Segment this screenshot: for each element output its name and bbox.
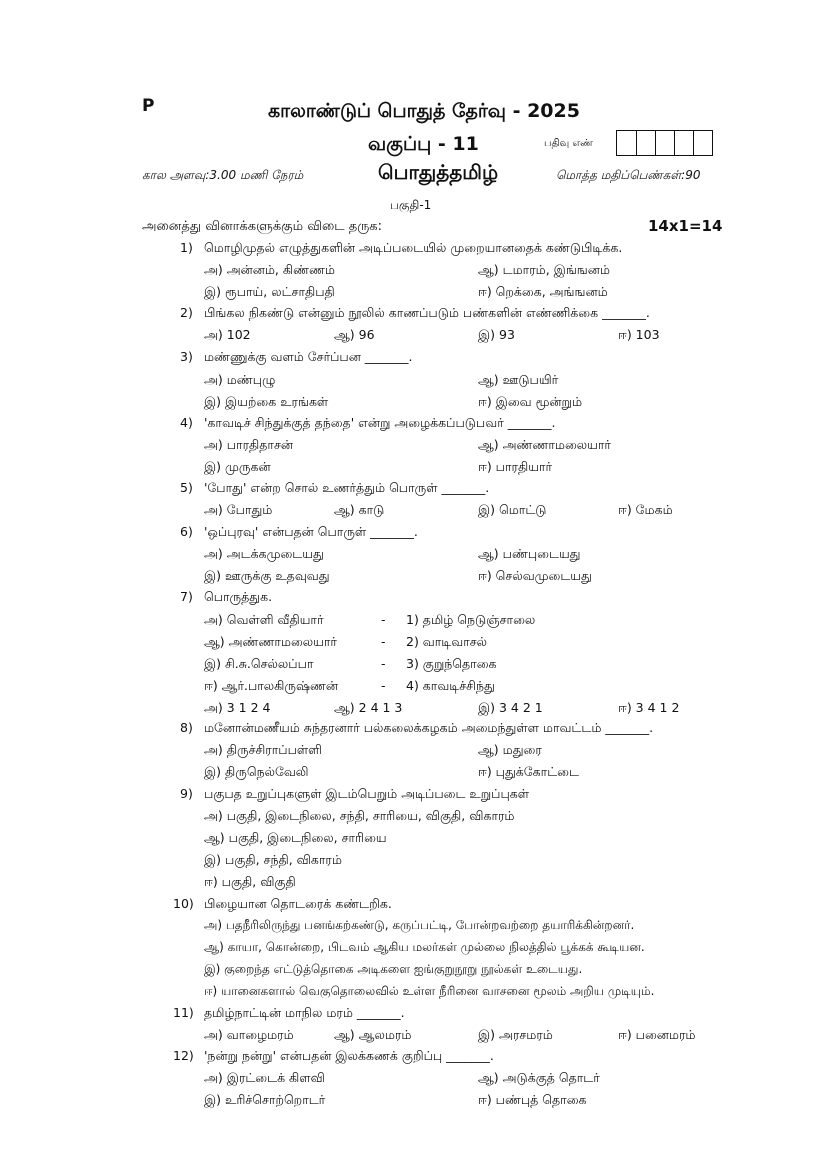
option: அ) 102 xyxy=(204,327,251,342)
option: அ) பாரதிதாசன் xyxy=(204,437,293,452)
question-number: 7) xyxy=(180,589,193,604)
question-text: மொழிமுதல் எழுத்துகளின் அடிப்படையில் முறையானதைக் கண்டுபிடிக்க. xyxy=(204,240,623,255)
question-text: தமிழ்நாட்டின் மாநில மரம் _______. xyxy=(204,1005,405,1020)
option: அ) அன்னம், கிண்ணம் xyxy=(204,262,335,277)
option: அ) பதநீரிலிருந்து பனங்கற்கண்டு, கருப்பட்டி, போன்றவற்றை தயாரிக்கின்றனர். xyxy=(204,918,635,932)
exam-title: காலாண்டுப் பொதுத் தேர்வு - 2025 xyxy=(268,100,580,122)
option: இ) திருநெல்வேலி xyxy=(204,764,309,779)
match-left-item: ஈ) ஆர்.பாலகிருஷ்ணன் xyxy=(204,678,339,693)
option: ஆ) ஆலமரம் xyxy=(334,1027,412,1042)
option: ஈ) யானைகளால் வெகுதொலைவில் உள்ள நீரினை வாசனை மூலம் அறிய முடியும். xyxy=(204,984,655,998)
register-box[interactable] xyxy=(674,131,693,155)
option: ஈ) பண்புத் தொகை xyxy=(478,1092,587,1107)
option: இ) அரசமரம் xyxy=(478,1027,553,1042)
option: ஈ) பகுதி, விகுதி xyxy=(204,874,296,889)
option: ஆ) மதுரை xyxy=(478,742,542,757)
option: அ) போதும் xyxy=(204,502,273,517)
match-dash: - xyxy=(381,656,386,671)
exam-duration: கால அளவு:3.00 மணி நேரம் xyxy=(142,168,304,182)
question-number: 12) xyxy=(173,1048,194,1063)
option: ஈ) இவை மூன்றும் xyxy=(478,394,583,409)
option: ஆ) அடுக்குத் தொடர் xyxy=(478,1070,600,1085)
option: ஈ) றெக்கை, அங்ஙனம் xyxy=(478,284,608,299)
question-number: 3) xyxy=(180,349,193,364)
register-box[interactable] xyxy=(655,131,674,155)
option: ஈ) பனைமரம் xyxy=(618,1027,696,1042)
option: ஈ) பாரதியார் xyxy=(478,459,552,474)
mark-scheme: 14x1=14 xyxy=(648,217,723,235)
option: ஆ) காடு xyxy=(334,502,385,517)
register-box[interactable] xyxy=(636,131,655,155)
option: ஈ) 103 xyxy=(618,327,660,342)
option: ஈ) மேகம் xyxy=(618,502,673,517)
option: இ) உரிச்சொற்றொடர் xyxy=(204,1092,326,1107)
option: ஈ) 3 4 1 2 xyxy=(618,700,680,715)
option: அ) பகுதி, இடைநிலை, சந்தி, சாரியை, விகுதி, விகாரம் xyxy=(204,808,515,823)
match-left-item: ஆ) அண்ணாமலையார் xyxy=(204,634,337,649)
option: இ) மொட்டு xyxy=(478,502,547,517)
question-number: 11) xyxy=(173,1005,194,1020)
question-text: மனோன்மணீயம் சுந்தரனார் பல்கலைக்கழகம் அமைந்துள்ள மாவட்டம் _______. xyxy=(204,720,654,735)
question-text: 'நன்று நன்று' என்பதன் இலக்கணக் குறிப்பு _______. xyxy=(204,1048,494,1063)
instruction: அனைத்து வினாக்களுக்கும் விடை தருக: xyxy=(142,219,382,234)
match-left-item: இ) சி.சு.செல்லப்பா xyxy=(204,656,314,671)
option: அ) இரட்டைக் கிளவி xyxy=(204,1070,325,1085)
option: அ) அடக்கமுடையது xyxy=(204,546,324,561)
question-number: 4) xyxy=(180,415,193,430)
option: ஆ) ஊடுபயிர் xyxy=(478,372,559,387)
match-right-item: 2) வாடிவாசல் xyxy=(406,634,488,649)
match-right-item: 4) காவடிச்சிந்து xyxy=(406,678,495,693)
option: ஆ) 2 4 1 3 xyxy=(334,700,403,715)
option: ஆ) காயா, கொன்றை, பிடவம் ஆகிய மலர்கள் முல்லை நிலத்தில் பூக்கக் கூடியன. xyxy=(204,940,645,954)
match-dash: - xyxy=(381,612,386,627)
match-left-item: அ) வெள்ளி வீதியார் xyxy=(204,612,324,627)
register-number-label: பதிவு எண் xyxy=(544,138,593,149)
match-right-item: 3) குறுந்தொகை xyxy=(406,656,497,671)
question-number: 5) xyxy=(180,480,193,495)
option: இ) 3 4 2 1 xyxy=(478,700,543,715)
total-marks: மொத்த மதிப்பெண்கள்:90 xyxy=(556,168,701,182)
question-text: 'காவடிச் சிந்துக்குத் தந்தை' என்று அழைக்கப்படுபவர் _______. xyxy=(204,415,556,430)
option: இ) இயற்கை உரங்கள் xyxy=(204,394,329,409)
register-box[interactable] xyxy=(693,131,712,155)
register-number-boxes[interactable] xyxy=(616,130,713,156)
subject-title: பொதுத்தமிழ் xyxy=(378,160,499,184)
option: இ) பகுதி, சந்தி, விகாரம் xyxy=(204,852,342,867)
question-text: பொருத்துக. xyxy=(204,589,273,604)
option: இ) 93 xyxy=(478,327,515,342)
option: ஆ) அண்ணாமலையார் xyxy=(478,437,611,452)
question-text: 'போது' என்ற சொல் உணர்த்தும் பொருள் _______. xyxy=(204,480,490,495)
paper-code: P xyxy=(142,96,155,116)
match-dash: - xyxy=(381,634,386,649)
option: அ) வாழைமரம் xyxy=(204,1027,294,1042)
option: ஆ) பண்புடையது xyxy=(478,546,581,561)
option: ஈ) செல்வமுடையது xyxy=(478,568,592,583)
question-number: 6) xyxy=(180,524,193,539)
register-box[interactable] xyxy=(617,131,636,155)
option: அ) 3 1 2 4 xyxy=(204,700,271,715)
match-right-item: 1) தமிழ் நெடுஞ்சாலை xyxy=(406,612,536,627)
match-dash: - xyxy=(381,678,386,693)
option: இ) முருகன் xyxy=(204,459,271,474)
option: அ) மண்புழு xyxy=(204,372,276,387)
question-text: பிங்கல நிகண்டு என்னும் நூலில் காணப்படும் பண்களின் எண்ணிக்கை _______. xyxy=(204,305,650,320)
class-label: வகுப்பு - 11 xyxy=(368,133,479,155)
question-number: 1) xyxy=(180,240,193,255)
question-text: 'ஒப்புரவு' என்பதன் பொருள் _______. xyxy=(204,524,418,539)
option: இ) ரூபாய், லட்சாதிபதி xyxy=(204,284,335,299)
option: ஆ) பகுதி, இடைநிலை, சாரியை xyxy=(204,830,387,845)
question-text: பிழையான தொடரைக் கண்டறிக. xyxy=(204,896,392,911)
question-number: 8) xyxy=(180,720,193,735)
question-number: 10) xyxy=(173,896,194,911)
question-text: பகுபத உறுப்புகளுள் இடம்பெறும் அடிப்படை உறுப்புகள் xyxy=(204,786,530,801)
option: ஆ) 96 xyxy=(334,327,375,342)
part-heading: பகுதி-1 xyxy=(390,198,432,212)
question-number: 9) xyxy=(180,786,193,801)
option: ஆ) டமாரம், இங்ஙனம் xyxy=(478,262,610,277)
question-number: 2) xyxy=(180,305,193,320)
option: இ) ஊருக்கு உதவுவது xyxy=(204,568,330,583)
option: அ) திருச்சிராப்பள்ளி xyxy=(204,742,322,757)
question-text: மண்ணுக்கு வளம் சேர்ப்பன _______. xyxy=(204,349,413,364)
option: இ) குறைந்த எட்டுத்தொகை அடிகளை ஐங்குறுநூறு நூல்கள் உடையது. xyxy=(204,962,583,976)
option: ஈ) புதுக்கோட்டை xyxy=(478,764,579,779)
